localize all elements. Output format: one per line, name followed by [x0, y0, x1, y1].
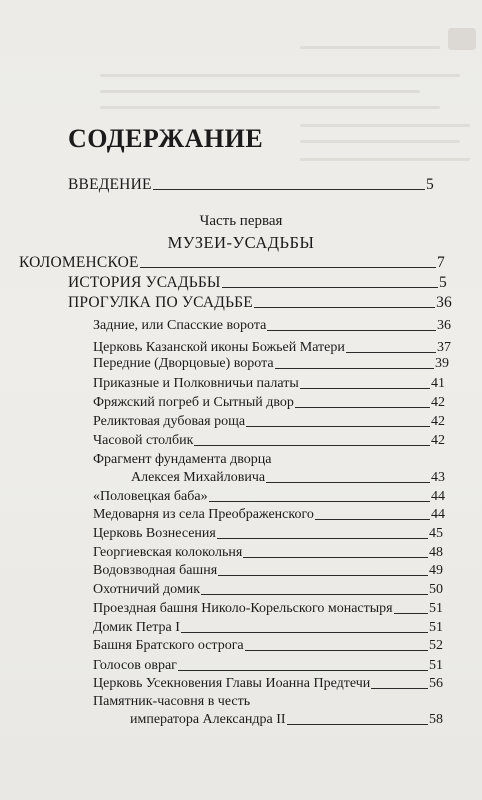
toc-label: Церковь Усекновения Главы Иоанна Предтечи [93, 676, 371, 691]
toc-page-number: 48 [429, 545, 443, 560]
dot-leader [295, 407, 430, 408]
toc-row-intro [68, 177, 434, 193]
toc-page-number: 5 [439, 274, 447, 291]
toc-label: Медоварня из села Преображенского [93, 507, 314, 522]
dot-leader [140, 267, 436, 268]
toc-label: Церковь Вознесения [93, 526, 216, 541]
toc-label: КОЛОМЕНСКОЕ [19, 254, 139, 271]
toc-row-history [68, 275, 447, 291]
toc-page-number: 42 [431, 414, 445, 429]
toc-item-first-line: Фрагмент фундамента дворца [93, 452, 272, 467]
toc-page-number: 7 [437, 254, 445, 271]
dot-leader [287, 724, 428, 725]
toc-page-number: 5 [426, 176, 434, 193]
toc-label: Церковь Казанской иконы Божьей Матери [93, 340, 345, 355]
dot-leader [267, 330, 436, 331]
dot-leader [300, 388, 430, 389]
toc-page-number: 51 [429, 658, 443, 673]
toc-item [93, 676, 443, 692]
dot-leader [371, 688, 428, 689]
toc-page-number: 44 [431, 489, 445, 504]
toc-label: Реликтовая дубовая роща [93, 414, 246, 429]
toc-item [131, 470, 445, 486]
dot-leader [153, 189, 425, 190]
dot-leader [245, 650, 428, 651]
toc-item [93, 376, 445, 392]
toc-page-number: 43 [431, 470, 445, 485]
toc-item [93, 582, 443, 598]
toc-item [93, 433, 445, 449]
page-title: СОДЕРЖАНИЕ [68, 124, 264, 153]
toc-label: ИСТОРИЯ УСАДЬБЫ [68, 274, 221, 291]
toc-page-number: 49 [429, 563, 443, 578]
dot-leader [243, 557, 428, 558]
toc-label: Водовзводная башня [93, 563, 218, 578]
toc-label: Проездная башня Николо-Корельского монастыря [93, 601, 393, 616]
toc-item [93, 414, 445, 430]
toc-label: «Половецкая баба» [93, 489, 208, 504]
toc-page-number: 51 [429, 601, 443, 616]
dot-leader [218, 575, 428, 576]
toc-label: Домик Петра I [93, 620, 180, 635]
toc-label-continuation: императора Александра II [130, 712, 286, 727]
toc-label: Башня Братского острога [93, 638, 244, 653]
toc-label: Георгиевская колокольня [93, 545, 243, 560]
toc-row-walk [68, 295, 452, 311]
toc-item [93, 507, 445, 523]
toc-label: Охотничий домик [93, 582, 201, 597]
dot-leader [222, 287, 438, 288]
dot-leader [209, 501, 430, 502]
toc-page-number: 44 [431, 507, 445, 522]
toc-label: Передние (Дворцовые) ворота [93, 356, 274, 371]
toc-row-chapter [19, 255, 445, 271]
toc-label: ПРОГУЛКА ПО УСАДЬБЕ [68, 294, 253, 311]
toc-page-number: 39 [435, 356, 449, 371]
toc-item [93, 356, 449, 372]
dot-leader [246, 426, 430, 427]
dot-leader [394, 613, 428, 614]
toc-page-number: 51 [429, 620, 443, 635]
section-title: МУЗЕИ-УСАДЬБЫ [167, 233, 315, 252]
toc-label: Задние, или Спасские ворота [93, 318, 267, 333]
toc-page-number: 56 [429, 676, 443, 691]
dot-leader [217, 538, 428, 539]
toc-page-number: 37 [437, 340, 451, 355]
dot-leader [254, 307, 435, 308]
toc-label: Приказные и Полковничьи палаты [93, 376, 299, 391]
dot-leader [181, 632, 428, 633]
toc-page-number: 41 [431, 376, 445, 391]
dot-leader [266, 482, 430, 483]
toc-page-number: 42 [431, 395, 445, 410]
toc-page-number: 42 [431, 433, 445, 448]
dot-leader [194, 445, 430, 446]
dot-leader [315, 519, 430, 520]
toc-label: Голосов овраг [93, 658, 177, 673]
toc-label: ВВЕДЕНИЕ [68, 176, 152, 193]
toc-page-number: 36 [436, 294, 452, 311]
toc-item [93, 601, 443, 617]
toc-item-first-line: Памятник-часовня в честь [93, 694, 251, 709]
toc-page-number: 45 [429, 526, 443, 541]
toc-item [93, 340, 451, 356]
toc-item [93, 563, 443, 579]
toc-item [93, 545, 443, 561]
toc-label-continuation: Алексея Михайловича [131, 470, 266, 485]
toc-item [93, 489, 445, 505]
toc-item [93, 395, 445, 411]
toc-item [93, 658, 443, 674]
toc-item [93, 620, 443, 636]
toc-label: Часовой столбик [93, 433, 194, 448]
toc-page-number: 50 [429, 582, 443, 597]
part-label: Часть первая [199, 213, 283, 229]
header-emblem [448, 28, 476, 50]
toc-label: Фряжский погреб и Сытный двор [93, 395, 294, 410]
toc-item [93, 526, 443, 542]
toc-page-number: 52 [429, 638, 443, 653]
toc-item [130, 712, 443, 728]
toc-page-number: 36 [437, 318, 451, 333]
dot-leader [346, 352, 436, 353]
toc-page-number: 58 [429, 712, 443, 727]
dot-leader [275, 368, 434, 369]
toc-item [93, 318, 451, 334]
dot-leader [178, 670, 428, 671]
dot-leader [201, 594, 428, 595]
toc-item [93, 638, 443, 654]
